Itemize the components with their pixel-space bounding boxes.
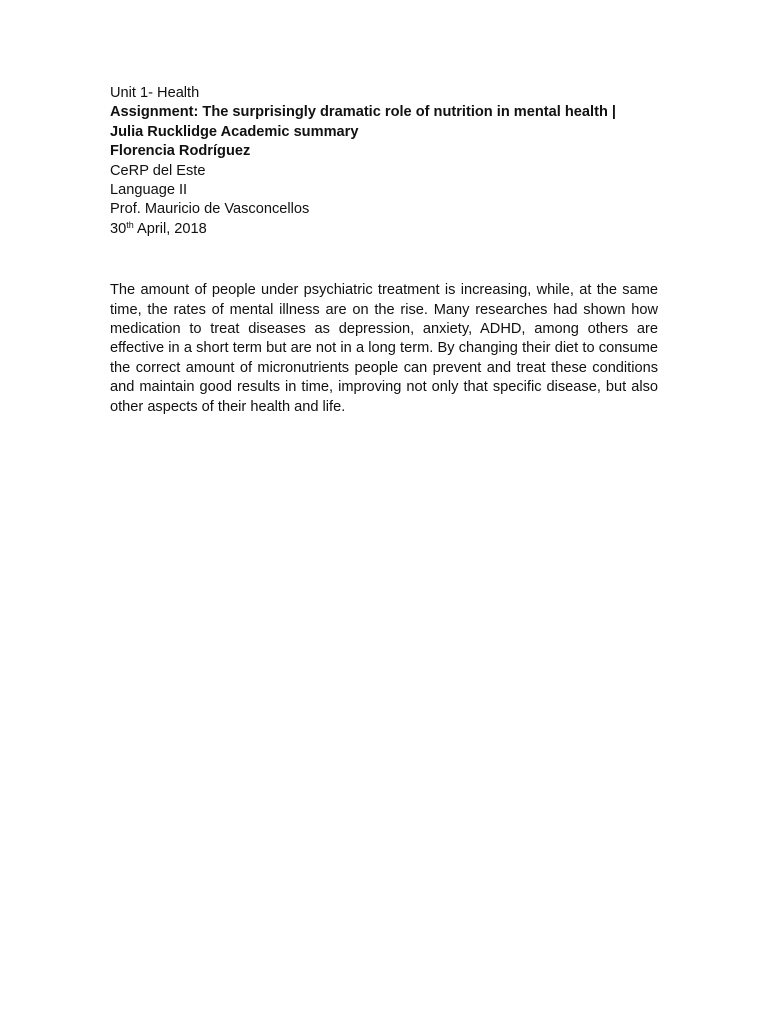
institution: CeRP del Este	[110, 162, 206, 179]
date-suffix: th	[126, 219, 134, 230]
summary-paragraph: The amount of people under psychiatric treatment is increasing, while, at the same time, the rates of mental illness are on the rise. Many researches had shown how medication to treat diseases as depression, anxiety, ADHD, among others are effective in a short term but are not in a long term. By changing their diet to consume the correct amount of micronutrients people can prevent and treat these conditions and maintain good results in time, improving not only that specific disease, but also other aspects of their health and life.	[110, 282, 658, 415]
assignment-title-line-2: Julia Rucklidge Academic summary	[110, 123, 359, 140]
unit-label: Unit 1- Health	[110, 85, 200, 101]
course-name: Language II	[110, 182, 188, 199]
date-rest: April, 2018	[133, 220, 207, 237]
date-day: 30	[110, 220, 127, 237]
assignment-title-line-1: Assignment: The surprisingly dramatic role of nutrition in mental health |	[110, 104, 617, 121]
document-page	[110, 84, 658, 432]
professor-name: Prof. Mauricio de Vasconcellos	[110, 201, 310, 218]
author-name: Florencia Rodríguez	[110, 143, 251, 160]
date	[110, 220, 658, 239]
